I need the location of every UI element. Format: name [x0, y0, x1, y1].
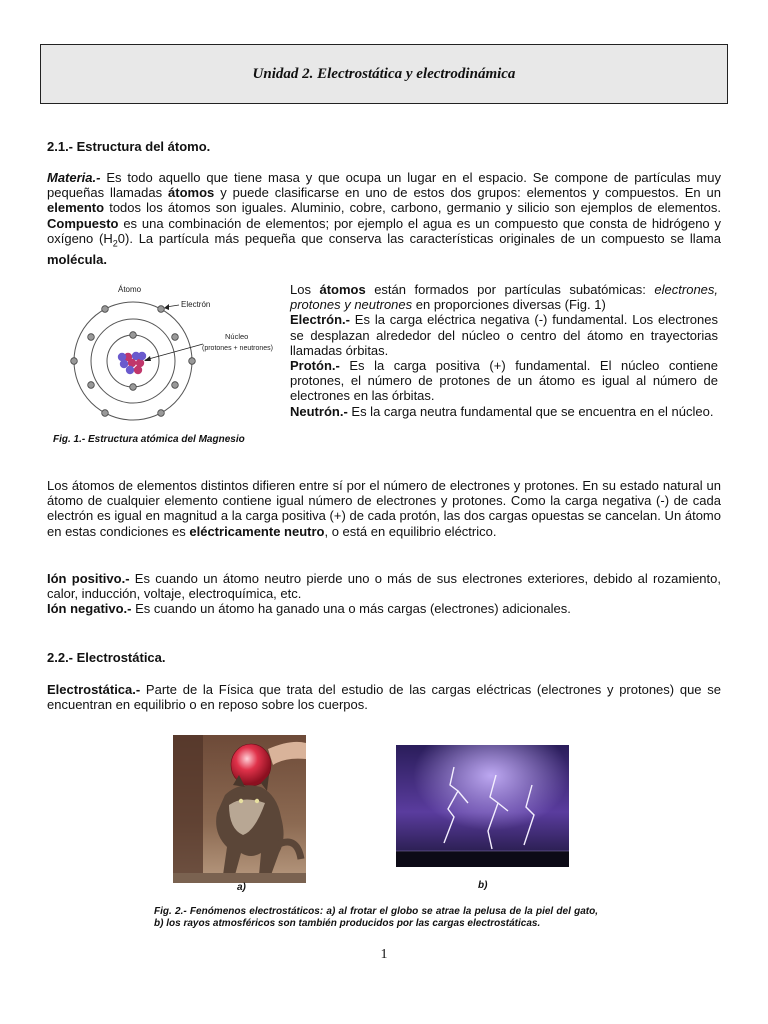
- neutron-paragraph: Neutrón.- Es la carga neutra fundamental que se encuentra en el núcleo.: [290, 403, 714, 419]
- magnesium-atom-diagram: [58, 282, 283, 427]
- atomo-label: Átomo: [118, 285, 142, 294]
- page-number: 1: [380, 947, 388, 962]
- ions-paragraph: Ión positivo.- Es cuando un átomo neutro pierde uno o más de sus electrones exteriores, debido al rozamiento, calor, inducción, voltaje, electroquímica, etc. Ión negativo.- Es cuando un átomo ha ganado una o más cargas (electrones) adicionales.: [47, 571, 721, 617]
- document-title: Unidad 2. Electrostática y electrodinámica: [252, 65, 516, 82]
- cat-balloon-photo: [173, 735, 306, 883]
- electrostatica-paragraph: Electrostática.- Parte de la Física que trata del estudio de las cargas eléctricas (electrones y protones) que se encuentran en equilibrio o en reposo sobre los cuerpos.: [47, 682, 721, 713]
- nucleus: [118, 352, 146, 374]
- title-box: [40, 44, 728, 104]
- protones-label: (protones + neutrones): [202, 345, 274, 352]
- proton-paragraph: Protón.- Es la carga positiva (+) fundamental. El núcleo contiene protones, el número de protones de un átomo es igual al número de electrones en las órbitas.: [290, 358, 718, 404]
- section-heading-2: 2.2.- Electrostática.: [47, 650, 166, 665]
- atoms-paragraph: Los átomos están formados por partículas subatómicas: electrones, protones y neutrones en proporciones diversas (Fig. 1): [290, 282, 719, 313]
- nucleo-label: Núcleo: [225, 332, 249, 341]
- figure-2-caption: Fig. 2.- Fenómenos electrostáticos: a) al frotar el globo se atrae la pelusa de la piel del gato, b) los rayos atmosféricos son también producidos por las cargas electrostáticas.: [154, 906, 598, 929]
- lightning-photo: [396, 745, 569, 867]
- electron-label: Electrón: [181, 300, 211, 309]
- atom-description-column: [290, 282, 718, 419]
- nucleus-pointer: [145, 344, 203, 360]
- electron-paragraph: Electrón.- Es la carga eléctrica negativa (-) fundamental. Los electrones se desplazan alrededor del núcleo o centro del átomo en trayectorias llamadas órbitas.: [290, 312, 718, 358]
- figure-2a-label: a): [237, 882, 246, 893]
- materia-paragraph: Materia.- Es todo aquello que tiene masa y que ocupa un lugar en el espacio. Se compone de partículas muy pequeñas llamadas átomos y puede clasificarse en uno de estos dos grupos: elementos y compuestos. En un elemento todos los átomos son iguales. Aluminio, cobre, carbono, germanio y silicio son ejemplos de elementos. Compuesto es una combinación de elementos; por ejemplo el agua es un compuesto que consta de hidrógeno y oxígeno $(H_20)$. La partícula más pequeña que conserva las características originales de un compuesto se llama molécula.: [47, 170, 721, 267]
- section-heading-1: 2.1.- Estructura del átomo.: [47, 139, 211, 154]
- neutral-atom-paragraph: Los átomos de elementos distintos difieren entre sí por el número de electrones y protones. En su estado natural un átomo de cualquier elemento contiene igual número de electrones y protones. Como la carga negativa (-) de cada electrón es igual en magnitud a la carga positiva (+) de cada protón, las dos cargas opuestas se cancelan. Un átomo en estas condiciones es eléctricamente neutro, o está en equilibrio eléctrico.: [47, 478, 721, 539]
- figure-1-caption: Fig. 1.- Estructura atómica del Magnesio: [53, 434, 245, 445]
- figure-2b-label: b): [478, 880, 488, 891]
